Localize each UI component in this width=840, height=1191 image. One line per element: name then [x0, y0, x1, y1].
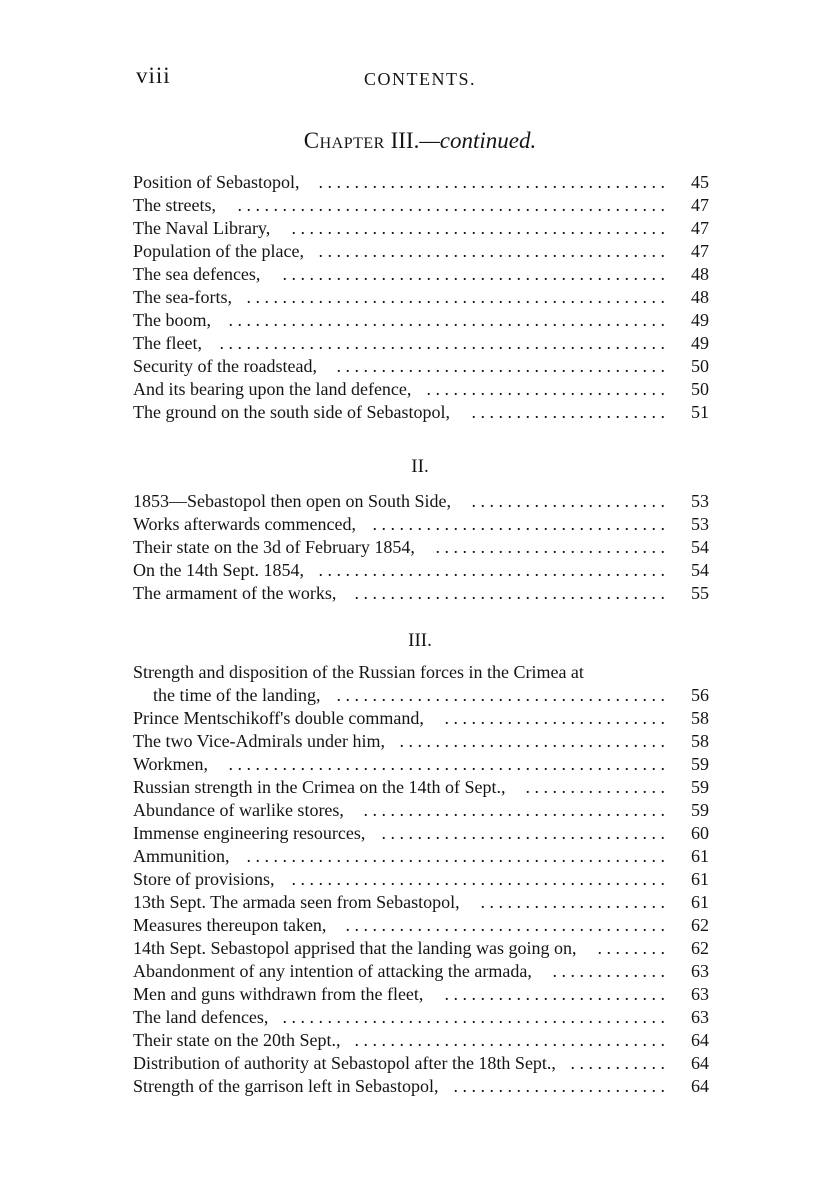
- dot-leader: . . . . . . . . . . . . .: [552, 961, 665, 981]
- dot-leader: . . . . . . . . . . . . . . . . . . . . . . . . . . . . . . . . . .: [363, 800, 665, 820]
- dot-leader: . . . . . . . . . . . . . . . . . . . . . . . . . . . . . . . . . . . . . . . . . . .: [282, 264, 665, 284]
- chapter-number: III.: [390, 128, 420, 153]
- toc-entry-page: 48: [691, 287, 709, 307]
- toc-entry-title: The two Vice-Admirals under him,: [133, 731, 386, 751]
- toc-entry-page: 54: [691, 537, 709, 557]
- toc-entry-title: Distribution of authority at Sebastopol after the 18th Sept.,: [133, 1053, 556, 1073]
- contents-section-3: [133, 661, 709, 1098]
- toc-entry-page: 58: [691, 731, 709, 751]
- toc-entry: [133, 868, 709, 891]
- toc-entry-title: Population of the place,: [133, 241, 304, 261]
- dot-leader: . . . . . . . . . . . . . . . . . . . . . . . . . . . . . . . . . . . . . . . . . . . . . . . . .: [228, 310, 665, 330]
- toc-entry-page: 64: [691, 1076, 709, 1096]
- toc-entry-title: The armament of the works,: [133, 583, 337, 603]
- toc-entry-title: 14th Sept. Sebastopol apprised that the landing was going on,: [133, 938, 577, 958]
- contents-section-2: [133, 490, 709, 605]
- toc-entry-page: 55: [691, 583, 709, 603]
- dot-leader: . . . . . . . . . . . . . . . . . . . . . . . . . . . . . . . . . . .: [354, 1030, 665, 1050]
- dot-leader: . . . . . . . . . . . . . . . . . . . . . . . . .: [444, 984, 665, 1004]
- toc-entry: [133, 661, 709, 707]
- toc-entry: [133, 983, 709, 1006]
- toc-entry: [133, 559, 709, 582]
- dot-leader: . . . . . . . . . . . . . . . . . . . . . . . . . . . . . . . .: [381, 823, 665, 843]
- toc-entry-page: 47: [691, 218, 709, 238]
- dot-leader: . . . . . . . . . . . . . . . . . . . . . . . . . . . . . . . . . . . . .: [336, 685, 665, 705]
- chapter-label: Chapter: [303, 128, 385, 153]
- toc-entry-title: The streets,: [133, 195, 216, 215]
- toc-entry-title: And its bearing upon the land defence,: [133, 379, 412, 399]
- dot-leader: . . . . . . . . . . . . . . . . . . . . . . . . . . . . . . . . . . . . .: [336, 356, 665, 376]
- dot-leader: . . . . . . . . . . . . . . . . . . . . . . . . . . . . . . . . . . . . . . . . . . . . . . .: [246, 287, 665, 307]
- toc-entry-page: 63: [691, 1007, 709, 1027]
- dot-leader: . . . . . . . . . . . . . . . . . . . . . . . . . . .: [426, 379, 665, 399]
- toc-entry: [133, 286, 709, 309]
- dot-leader: . . . . . . . . . . . . . . . . . . . . . . . . . . . . . . . . . . . . . . . . . . . . . . . . .: [228, 754, 665, 774]
- toc-entry: [133, 490, 709, 513]
- toc-entry-title: Their state on the 3d of February 1854,: [133, 537, 415, 557]
- toc-entry-title: The boom,: [133, 310, 211, 330]
- toc-entry-page: 56: [691, 685, 709, 705]
- toc-entry-page: 48: [691, 264, 709, 284]
- toc-entry: [133, 582, 709, 605]
- dot-leader: . . . . . . . . . . . . . . . . . . . . . . . . . . . . . . . . . . . . . . . . . .: [291, 869, 665, 889]
- dot-leader: . . . . . . . . . . . . . . . . . . . . . . . . .: [444, 708, 665, 728]
- toc-entry-page: 60: [691, 823, 709, 843]
- running-title: CONTENTS.: [364, 69, 476, 89]
- toc-entry: [133, 1052, 709, 1075]
- dot-leader: . . . . . . . . . . . . . . . . . . . . . . . .: [453, 1076, 665, 1096]
- toc-entry: [133, 355, 709, 378]
- toc-entry-title: Store of provisions,: [133, 869, 275, 889]
- dot-leader: . . . . . . . . . . . . . . . . . . . . . . . . . . . . . . . . . . . . . . .: [318, 560, 665, 580]
- dot-leader: . . . . . . . . . . .: [570, 1053, 665, 1073]
- toc-entry-title: The land defences,: [133, 1007, 269, 1027]
- toc-entry-page: 62: [691, 915, 709, 935]
- toc-entry-title: The ground on the south side of Sebastopol,: [133, 402, 450, 422]
- toc-entry: [133, 799, 709, 822]
- toc-entry-title: Workmen,: [133, 754, 209, 774]
- dot-leader: . . . . . . . . . . . . . . . . . . . . . . . . . . . . . . . . . . .: [354, 583, 665, 603]
- toc-entry: [133, 513, 709, 536]
- toc-entry-title: Abundance of warlike stores,: [133, 800, 344, 820]
- toc-entry-title: Ammunition,: [133, 846, 230, 866]
- toc-entry-page: 61: [691, 869, 709, 889]
- toc-entry: [133, 1029, 709, 1052]
- dot-leader: . . . . . . . . . . . . . . . . . . . . . . . . . . . . . . . . . . . . . . .: [318, 241, 665, 261]
- dot-leader: . . . . . . . . . . . . . . . . . . . . . . . . . . . . . . . . . . . . . . . . . . .: [282, 1007, 665, 1027]
- toc-entry-page: 63: [691, 984, 709, 1004]
- dot-leader: . . . . . . . . . . . . . . . . . . . . . . . . . . . . . . . . . . . . . . .: [318, 172, 665, 192]
- dot-leader: . . . . . . . . . . . . . . . . . . . . . . . . . . . . . . . . . . . .: [345, 915, 665, 935]
- toc-entry-page: 47: [691, 241, 709, 261]
- toc-entry-page: 61: [691, 846, 709, 866]
- section-heading-3: III.: [408, 630, 432, 651]
- toc-entry-page: 53: [691, 514, 709, 534]
- toc-entry-page: 50: [691, 356, 709, 376]
- toc-entry-title: Works afterwards commenced,: [133, 514, 356, 534]
- toc-entry-title: Security of the roadstead,: [133, 356, 317, 376]
- toc-entry-page: 64: [691, 1053, 709, 1073]
- toc-entry-page: 59: [691, 777, 709, 797]
- toc-entry-title: Prince Mentschikoff's double command,: [133, 708, 424, 728]
- toc-entry-title: Immense engineering resources,: [133, 823, 366, 843]
- dot-leader: . . . . . . . . . . . . . . . . . . . . . . . . . . . . . . . . .: [372, 514, 665, 534]
- toc-entry-page: 53: [691, 491, 709, 511]
- toc-entry: [133, 217, 709, 240]
- dot-leader: . . . . . . . . . . . . . . . . . . . . . . . . . . . . . . . . . . . . . . . . . . . . . . .: [246, 846, 665, 866]
- toc-entry: [133, 730, 709, 753]
- page-number: viii: [136, 63, 171, 88]
- toc-entry: [133, 1075, 709, 1098]
- toc-entry-page: 59: [691, 800, 709, 820]
- toc-entry-page: 49: [691, 333, 709, 353]
- chapter-suffix: —continued.: [419, 128, 537, 153]
- toc-entry-page: 45: [691, 172, 709, 192]
- toc-entry: [133, 1006, 709, 1029]
- toc-entry-page: 64: [691, 1030, 709, 1050]
- dot-leader: . . . . . . . . . . . . . . . . . . . . . . . . . . . . . . . . . . . . . . . . . .: [291, 218, 665, 238]
- toc-entry: [133, 937, 709, 960]
- toc-entry-page: 51: [691, 402, 709, 422]
- toc-entry-title: Strength and disposition of the Russian forces in the Crimea at: [133, 662, 584, 682]
- dot-leader: . . . . . . . . . . . . . . . . . . . . . .: [471, 402, 665, 422]
- toc-entry-title: Strength of the garrison left in Sebastopol,: [133, 1076, 439, 1096]
- toc-entry-page: 49: [691, 310, 709, 330]
- toc-entry: [133, 309, 709, 332]
- toc-entry: [133, 240, 709, 263]
- toc-entry-page: 58: [691, 708, 709, 728]
- dot-leader: . . . . . . . . . . . . . . . . . . . . . . . . . .: [435, 537, 665, 557]
- toc-entry: [133, 822, 709, 845]
- contents-section-1: [133, 171, 709, 424]
- dot-leader: . . . . . . . . . . . . . . . . . . . . .: [480, 892, 665, 912]
- dot-leader: . . . . . . . . . . . . . . . . . . . . . . . . . . . . . . . . . . . . . . . . . . . . . . . . . .: [219, 333, 665, 353]
- dot-leader: . . . . . . . .: [597, 938, 665, 958]
- toc-entry-title: Russian strength in the Crimea on the 14th of Sept.,: [133, 777, 506, 797]
- dot-leader: . . . . . . . . . . . . . . . . . . . . . .: [471, 491, 665, 511]
- toc-entry: [133, 378, 709, 401]
- toc-entry: [133, 753, 709, 776]
- toc-entry-title: The fleet,: [133, 333, 202, 353]
- toc-entry-page: 59: [691, 754, 709, 774]
- toc-entry-page: 63: [691, 961, 709, 981]
- toc-entry: [133, 401, 709, 424]
- toc-entry: [133, 171, 709, 194]
- chapter-heading: [0, 128, 840, 154]
- toc-entry-title: Men and guns withdrawn from the fleet,: [133, 984, 424, 1004]
- toc-entry-page: 62: [691, 938, 709, 958]
- toc-entry: [133, 536, 709, 559]
- toc-entry-title: Measures thereupon taken,: [133, 915, 327, 935]
- dot-leader: . . . . . . . . . . . . . . . . . . . . . . . . . . . . . .: [399, 731, 665, 751]
- toc-entry: [133, 914, 709, 937]
- toc-entry-title: On the 14th Sept. 1854,: [133, 560, 304, 580]
- dot-leader: . . . . . . . . . . . . . . . .: [525, 777, 665, 797]
- toc-entry-title: Their state on the 20th Sept.,: [133, 1030, 341, 1050]
- toc-entry: [133, 960, 709, 983]
- toc-entry: [133, 332, 709, 355]
- toc-entry-title: 1853—Sebastopol then open on South Side,: [133, 491, 451, 511]
- toc-entry-title: Abandonment of any intention of attacking the armada,: [133, 961, 532, 981]
- section-heading-2: II.: [411, 456, 429, 477]
- toc-entry: [133, 707, 709, 730]
- toc-entry-page: 47: [691, 195, 709, 215]
- toc-entry: [133, 194, 709, 217]
- toc-entry: [133, 776, 709, 799]
- toc-entry-title: 13th Sept. The armada seen from Sebastopol,: [133, 892, 460, 912]
- toc-entry: [133, 845, 709, 868]
- toc-entry-page: 50: [691, 379, 709, 399]
- toc-entry-title: The sea defences,: [133, 264, 261, 284]
- toc-entry-page: 61: [691, 892, 709, 912]
- dot-leader: . . . . . . . . . . . . . . . . . . . . . . . . . . . . . . . . . . . . . . . . . . . . . . . .: [237, 195, 665, 215]
- toc-entry: [133, 263, 709, 286]
- toc-entry-title-continued: the time of the landing,: [153, 685, 321, 705]
- toc-entry-title: The sea-forts,: [133, 287, 232, 307]
- toc-entry: [133, 891, 709, 914]
- toc-entry-title: The Naval Library,: [133, 218, 271, 238]
- toc-entry-page: 54: [691, 560, 709, 580]
- toc-entry-title: Position of Sebastopol,: [133, 172, 300, 192]
